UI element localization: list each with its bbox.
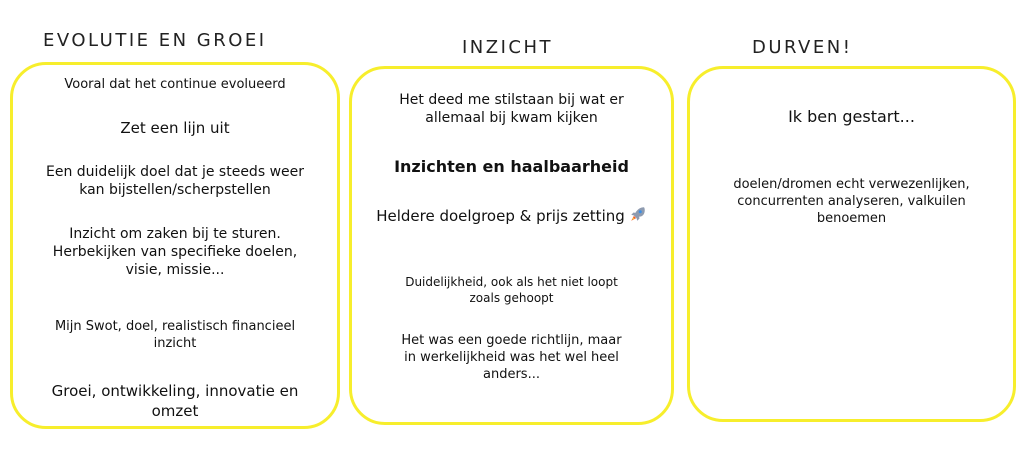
card-evolutie	[10, 62, 340, 429]
rocket-icon	[629, 205, 647, 229]
note-text: Duidelijkheid, ook als het niet loopt zoals gehoopt	[405, 275, 618, 305]
note-text: Zet een lijn uit	[120, 119, 230, 137]
column-title-durven: DURVEN!	[752, 37, 853, 58]
note-text-inner: Heldere doelgroep & prijs zetting	[376, 207, 625, 225]
note-text: Groei, ontwikkeling, innovatie en omzet	[51, 382, 299, 420]
note-text: doelen/dromen echt verwezenlijken, concurrenten analyseren, valkuilen benoemen	[733, 177, 970, 226]
note-text: Inzicht om zaken bij te sturen. Herbekijken van specifieke doelen, visie, missie...	[52, 226, 298, 279]
column-title-evolutie: EVOLUTIE EN GROEI	[43, 30, 267, 51]
card-durven	[687, 66, 1016, 422]
note-text: Het was een goede richtlijn, maar in werkelijkheid was het wel heel anders...	[401, 333, 622, 382]
note-text: Het deed me stilstaan bij wat er allemaal bij kwam kijken	[399, 92, 624, 127]
note-text: Inzichten en haalbaarheid	[394, 157, 629, 176]
column-title-inzicht: INZICHT	[462, 37, 554, 58]
note-text: Vooral dat het continue evolueerd	[64, 77, 286, 92]
note-text: Een duidelijk doel dat je steeds weer kan bijstellen/scherpstellen	[46, 164, 304, 199]
note-text	[352, 205, 671, 229]
note-text: Mijn Swot, doel, realistisch financieel inzicht	[54, 319, 296, 351]
card-inzicht	[349, 66, 674, 425]
note-text: Ik ben gestart...	[788, 107, 915, 126]
